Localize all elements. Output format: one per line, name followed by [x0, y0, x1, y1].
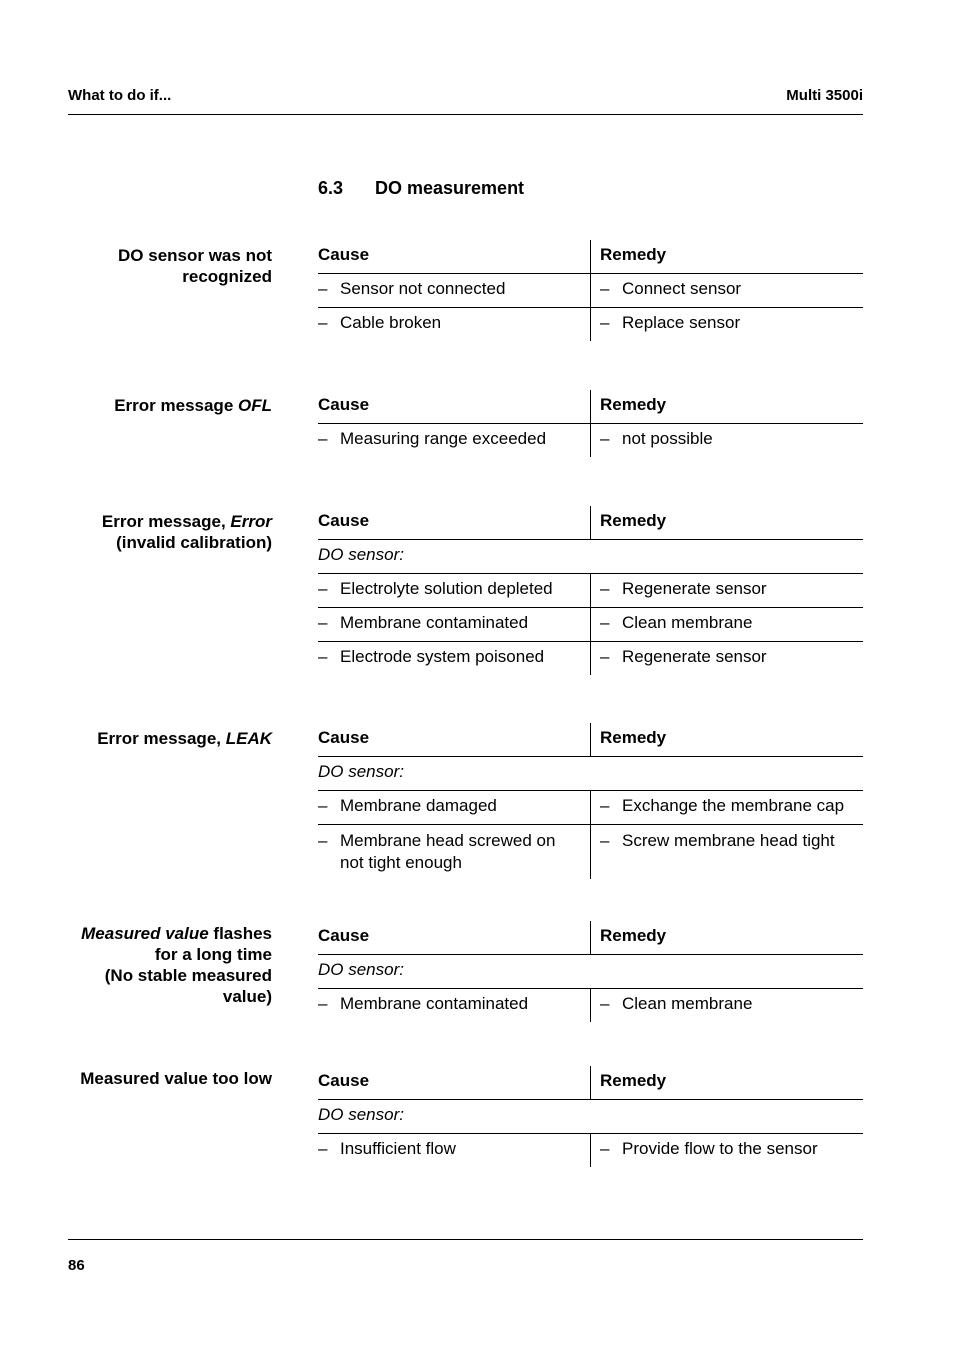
- label-text: Error message,: [97, 729, 226, 748]
- cause-remedy-table-4: [318, 723, 863, 879]
- label-italic: LEAK: [225, 729, 272, 748]
- cause-remedy-table-1: [318, 240, 863, 341]
- cause-header: Cause: [318, 245, 370, 264]
- cause-cell: Measuring range exceeded: [340, 429, 547, 448]
- label-italic: Measured value: [81, 924, 209, 943]
- label-text: Error message: [114, 396, 238, 415]
- cause-cell: Sensor not connected: [340, 279, 506, 298]
- cause-cell: Membrane contaminated: [340, 613, 529, 632]
- remedy-header: Remedy: [600, 1071, 667, 1090]
- remedy-cell: Regenerate sensor: [622, 579, 767, 598]
- cause-cell: Membrane head screwed on not tight enough: [340, 831, 556, 872]
- remedy-header: Remedy: [600, 728, 667, 747]
- cause-cell: Membrane damaged: [340, 796, 497, 815]
- cause-cell: Electrode system poisoned: [340, 647, 545, 666]
- footer-rule: [68, 1239, 863, 1240]
- remedy-cell: Connect sensor: [622, 279, 742, 298]
- remedy-cell: Exchange the membrane cap: [622, 796, 845, 815]
- table-row: – Insufficient flow – Provide flow to the sensor: [318, 1134, 863, 1167]
- cause-cell: Electrolyte solution depleted: [340, 579, 553, 598]
- remedy-cell: Replace sensor: [622, 313, 741, 332]
- table-header-row: [318, 1066, 863, 1100]
- table-row: – Membrane contaminated – Clean membrane: [318, 989, 863, 1022]
- table-header-row: [318, 390, 863, 424]
- cause-remedy-table-2: [318, 390, 863, 457]
- table-subheading: [318, 955, 863, 989]
- label-italic: OFL: [238, 396, 272, 415]
- cause-header: Cause: [318, 926, 370, 945]
- block-label-flashing: [60, 923, 272, 1007]
- cause-header: Cause: [318, 1071, 370, 1090]
- block-label-ofl: [60, 395, 272, 416]
- label-text: flashes: [208, 924, 272, 943]
- table-header-row: [318, 921, 863, 955]
- table-row: – Measuring range exceeded – not possible: [318, 424, 863, 457]
- label-line: Measured value too low: [80, 1069, 272, 1088]
- table-row: – Electrode system poisoned – Regenerate sensor: [318, 642, 863, 675]
- table-row: – Sensor not connected – Connect sensor: [318, 274, 863, 308]
- cause-remedy-table-3: [318, 506, 863, 675]
- remedy-header: Remedy: [600, 395, 667, 414]
- subheading-text: DO sensor:: [318, 1105, 404, 1124]
- cause-header: Cause: [318, 395, 370, 414]
- cause-header: Cause: [318, 728, 370, 747]
- subheading-text: DO sensor:: [318, 545, 404, 564]
- remedy-cell: Provide flow to the sensor: [622, 1139, 818, 1158]
- label-line: recognized: [182, 267, 272, 286]
- cause-remedy-table-6: [318, 1066, 863, 1167]
- label-text: Error message,: [101, 512, 231, 531]
- block-label-sensor-not-recognized: [60, 245, 272, 287]
- cause-remedy-table-5: [318, 921, 863, 1022]
- table-subheading: [318, 757, 863, 791]
- section-title: DO measurement: [375, 178, 525, 198]
- block-label-too-low: [60, 1068, 272, 1089]
- cause-cell: Membrane contaminated: [340, 994, 529, 1013]
- cause-cell: Cable broken: [340, 313, 442, 332]
- header-rule: [68, 114, 863, 115]
- label-line: DO sensor was not: [118, 246, 272, 265]
- running-header-left: What to do if...: [68, 87, 172, 104]
- label-line: for a long time: [154, 945, 272, 964]
- remedy-cell: Regenerate sensor: [622, 647, 767, 666]
- remedy-cell: not possible: [622, 429, 713, 448]
- table-row: – Membrane damaged – Exchange the membrane cap: [318, 791, 863, 825]
- block-label-leak: [60, 728, 272, 749]
- remedy-cell: Clean membrane: [622, 613, 753, 632]
- cause-header: Cause: [318, 511, 370, 530]
- table-subheading: [318, 540, 863, 574]
- remedy-cell: Screw membrane head tight: [622, 831, 835, 850]
- table-row: – Membrane contaminated – Clean membrane: [318, 608, 863, 642]
- table-subheading: [318, 1100, 863, 1134]
- remedy-header: Remedy: [600, 245, 667, 264]
- remedy-header: Remedy: [600, 511, 667, 530]
- table-row: – Cable broken – Replace sensor: [318, 308, 863, 341]
- table-row: – Membrane head screwed on not tight enough – Screw membrane head tight: [318, 825, 863, 879]
- remedy-header: Remedy: [600, 926, 667, 945]
- label-line: (invalid calibration): [116, 533, 272, 552]
- remedy-cell: Clean membrane: [622, 994, 753, 1013]
- subheading-text: DO sensor:: [318, 960, 404, 979]
- table-header-row: [318, 506, 863, 540]
- page-number: 86: [68, 1257, 85, 1274]
- subheading-text: DO sensor:: [318, 762, 404, 781]
- label-italic: Error: [230, 512, 272, 531]
- label-line: value): [222, 987, 272, 1006]
- label-line: (No stable measured: [104, 966, 272, 985]
- table-header-row: [318, 240, 863, 274]
- cause-cell: Insufficient flow: [340, 1139, 456, 1158]
- section-number: 6.3: [318, 178, 344, 198]
- table-row: – Electrolyte solution depleted – Regenerate sensor: [318, 574, 863, 608]
- block-label-error: [60, 511, 272, 553]
- table-header-row: [318, 723, 863, 757]
- running-header-right: Multi 3500i: [786, 87, 863, 104]
